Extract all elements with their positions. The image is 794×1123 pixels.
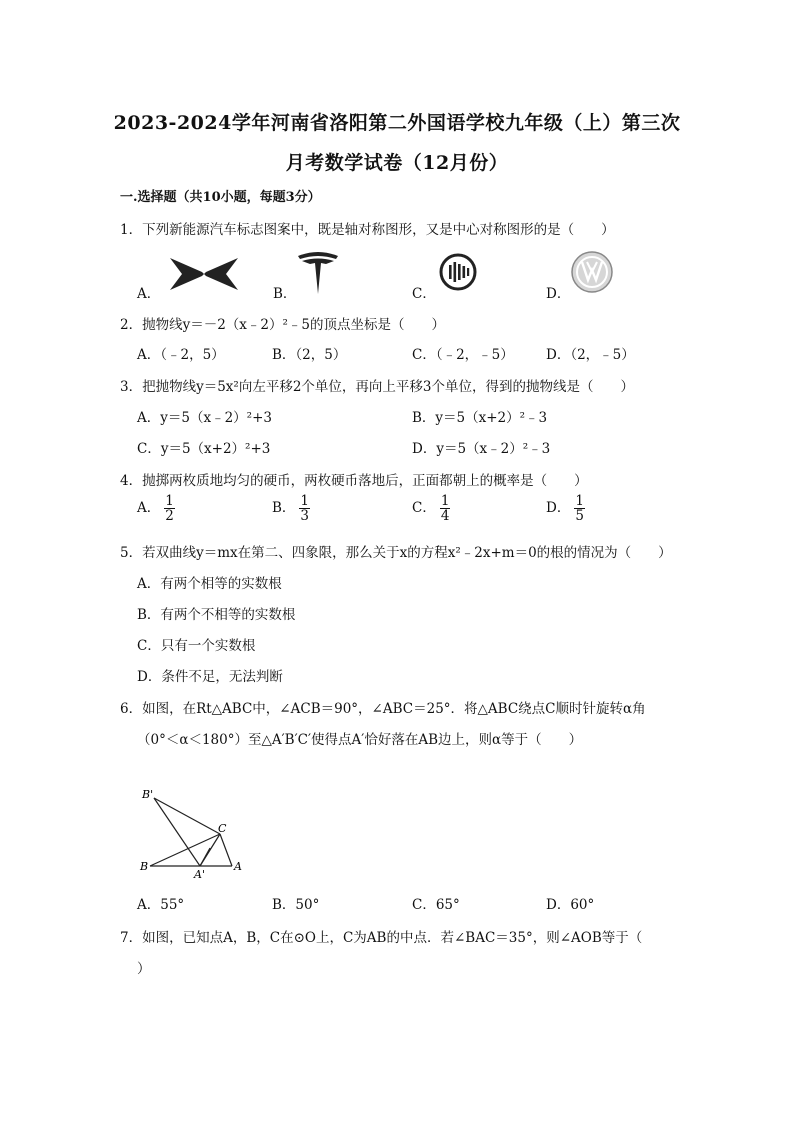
q6-option-c: C．65° [412, 897, 460, 913]
vertex-label-a: A [234, 860, 242, 873]
exam-title-line2: 月考数学试卷（12月份） [285, 152, 509, 174]
fraction [164, 494, 175, 523]
q5-option-a: A．有两个相等的实数根 [137, 576, 282, 592]
fraction-denominator: 2 [165, 508, 174, 525]
q4-option-d-label: D． [546, 500, 571, 517]
q2-option-d: D．（2，﹣5） [546, 347, 635, 363]
question-6-stem-line1: 6．如图，在Rt△ABC中，∠ACB＝90°，∠ABC＝25°．将△ABC绕点C顺时针旋转α角 [120, 701, 646, 717]
fraction [440, 494, 451, 523]
q4-option-c-label: C． [412, 500, 436, 517]
q1-option-b-label: B． [273, 286, 297, 302]
vertex-label-b: B [140, 860, 149, 873]
vw-badge-logo-icon [570, 250, 614, 294]
question-5-stem: 5．若双曲线y＝mx在第二、四象限，那么关于x的方程x²﹣2x+m＝0的根的情况为（ ） [120, 545, 672, 561]
fraction-numerator: 1 [165, 493, 174, 509]
q4-option-b [272, 494, 310, 523]
fraction-numerator: 1 [575, 493, 584, 509]
question-7-stem-line1: 7．如图，已知点A，B，C在⊙O上，C为AB的中点．若∠BAC＝35°，则∠AOB等于（ [120, 930, 643, 946]
q3-option-c: C．y＝5（x+2）²+3 [137, 441, 271, 457]
question-6-stem-line2: （0°＜α＜180°）至△A′B′C′使得点A′恰好落在AB边上，则α等于（ ） [137, 732, 583, 748]
fraction [299, 494, 310, 523]
fraction-denominator: 3 [300, 508, 310, 525]
q4-option-a [137, 494, 175, 523]
q2-option-b: B．（2，5） [272, 347, 347, 363]
section-heading: 一.选择题（共10小题，每题3分） [120, 190, 321, 205]
q4-option-c [412, 494, 450, 523]
question-3-stem: 3．把抛物线y＝5x²向左平移2个单位，再向上平移3个单位，得到的抛物线是（ ） [120, 379, 635, 395]
vertex-label-c: C [218, 822, 227, 835]
q6-option-a: A．55° [137, 897, 185, 913]
q3-option-b: B．y＝5（x+2）²﹣3 [412, 410, 548, 426]
q5-option-c: C．只有一个实数根 [137, 638, 256, 654]
vertex-label-a-prime: A' [194, 868, 205, 881]
q2-option-c: C．（﹣2，﹣5） [412, 347, 514, 363]
q2-option-a: A．（﹣2，5） [137, 347, 225, 363]
q1-option-c-label: C． [412, 286, 436, 302]
x-logo-icon [168, 256, 240, 292]
q4-option-d [546, 494, 585, 523]
q5-option-d: D．条件不足，无法判断 [137, 669, 283, 685]
question-1-stem: 1．下列新能源汽车标志图案中，既是轴对称图形，又是中心对称图形的是（ ） [120, 222, 615, 238]
question-2-stem: 2．抛物线y＝－2（x﹣2）²﹣5的顶点坐标是（ ） [120, 317, 446, 333]
q6-option-b: B．50° [272, 897, 320, 913]
q5-option-b: B．有两个不相等的实数根 [137, 607, 296, 623]
q1-option-a-label: A． [137, 286, 161, 302]
t-logo-icon [296, 250, 340, 296]
fraction-numerator: 1 [440, 493, 450, 509]
fraction-denominator: 4 [440, 508, 450, 525]
bars-in-circle-logo-icon [438, 252, 478, 292]
q1-option-d-label: D． [546, 286, 571, 302]
q6-option-d: D．60° [546, 897, 595, 913]
fraction [574, 494, 585, 523]
fraction-numerator: 1 [300, 493, 310, 509]
question-7-stem-line2: ） [137, 961, 151, 977]
q4-option-b-label: B． [272, 500, 296, 517]
q4-option-a-label: A． [137, 500, 161, 517]
exam-title-line1: 2023-2024学年河南省洛阳第二外国语学校九年级（上）第三次 [113, 112, 681, 134]
question-4-stem: 4．抛掷两枚质地均匀的硬币，两枚硬币落地后，正面都朝上的概率是（ ） [120, 473, 588, 489]
q3-option-d: D．y＝5（x﹣2）²﹣3 [412, 441, 551, 457]
fraction-denominator: 5 [575, 508, 584, 525]
vertex-label-b-prime: B' [142, 788, 154, 801]
rotation-triangle-figure [138, 790, 248, 880]
q3-option-a: A．y＝5（x﹣2）²+3 [137, 410, 272, 426]
